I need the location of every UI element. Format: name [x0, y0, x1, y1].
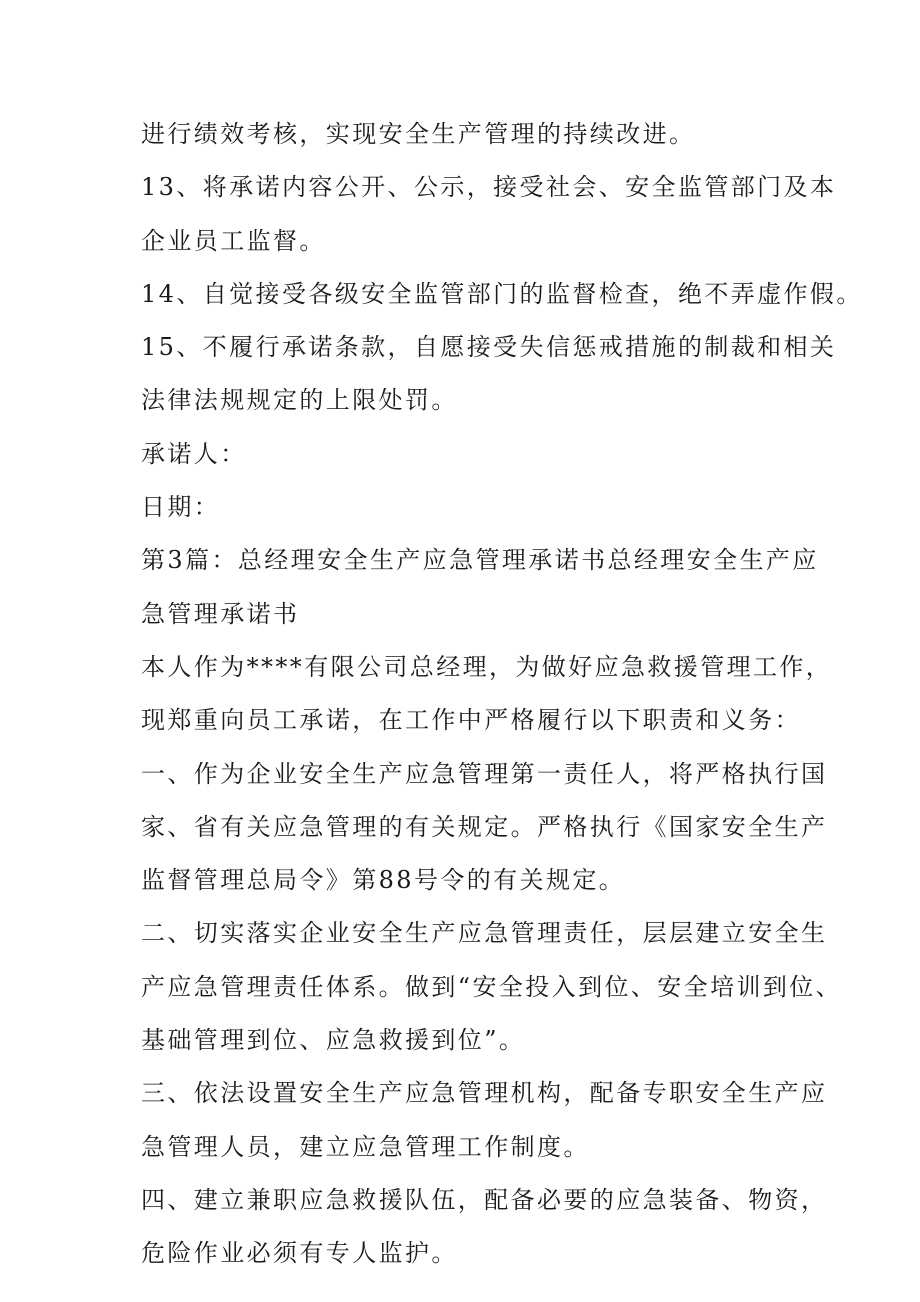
text-line: 法律法规规定的上限处罚。 [141, 386, 458, 415]
text-line: 急管理人员，建立应急管理工作制度。 [141, 1132, 590, 1161]
text-line: 监督管理总局令》第88号令的有关规定。 [141, 866, 626, 895]
text-line: 13、将承诺内容公开、公示，接受社会、安全监管部门及本 [141, 173, 837, 202]
text-line: 15、不履行承诺条款，自愿接受失信惩戒措施的制裁和相关 [141, 333, 837, 362]
text-line: 家、省有关应急管理的有关规定。严格执行《国家安全生产 [141, 812, 828, 841]
signatory-label: 承诺人： [141, 439, 247, 468]
text-line: 危险作业必须有专人监护。 [141, 1239, 458, 1268]
section-heading: 第3篇：总经理安全生产应急管理承诺书总经理安全生产应 [141, 546, 819, 575]
text-line: 四、建立兼职应急救援队伍，配备必要的应急装备、物资， [141, 1185, 828, 1214]
text-line: 本人作为****有限公司总经理，为做好应急救援管理工作， [141, 652, 833, 681]
text-line: 三、依法设置安全生产应急管理机构，配备专职安全生产应 [141, 1079, 828, 1108]
text-line: 二、切实落实企业安全生产应急管理责任，层层建立安全生 [141, 919, 828, 948]
text-line: 企业员工监督。 [141, 226, 326, 255]
text-line: 14、自觉接受各级安全监管部门的监督检查，绝不弄虚作假。 [141, 279, 863, 308]
text-line: 进行绩效考核，实现安全生产管理的持续改进。 [141, 120, 696, 148]
document-body [141, 108, 863, 1281]
text-line: 产应急管理责任体系。做到“安全投入到位、安全培训到位、 [141, 972, 843, 1001]
section-heading: 急管理承诺书 [141, 599, 300, 628]
date-label: 日期： [141, 493, 221, 522]
text-line: 现郑重向员工承诺，在工作中严格履行以下职责和义务： [141, 706, 801, 735]
text-line: 基础管理到位、应急救援到位”。 [141, 1026, 526, 1055]
text-line: 一、作为企业安全生产应急管理第一责任人，将严格执行国 [141, 759, 828, 788]
